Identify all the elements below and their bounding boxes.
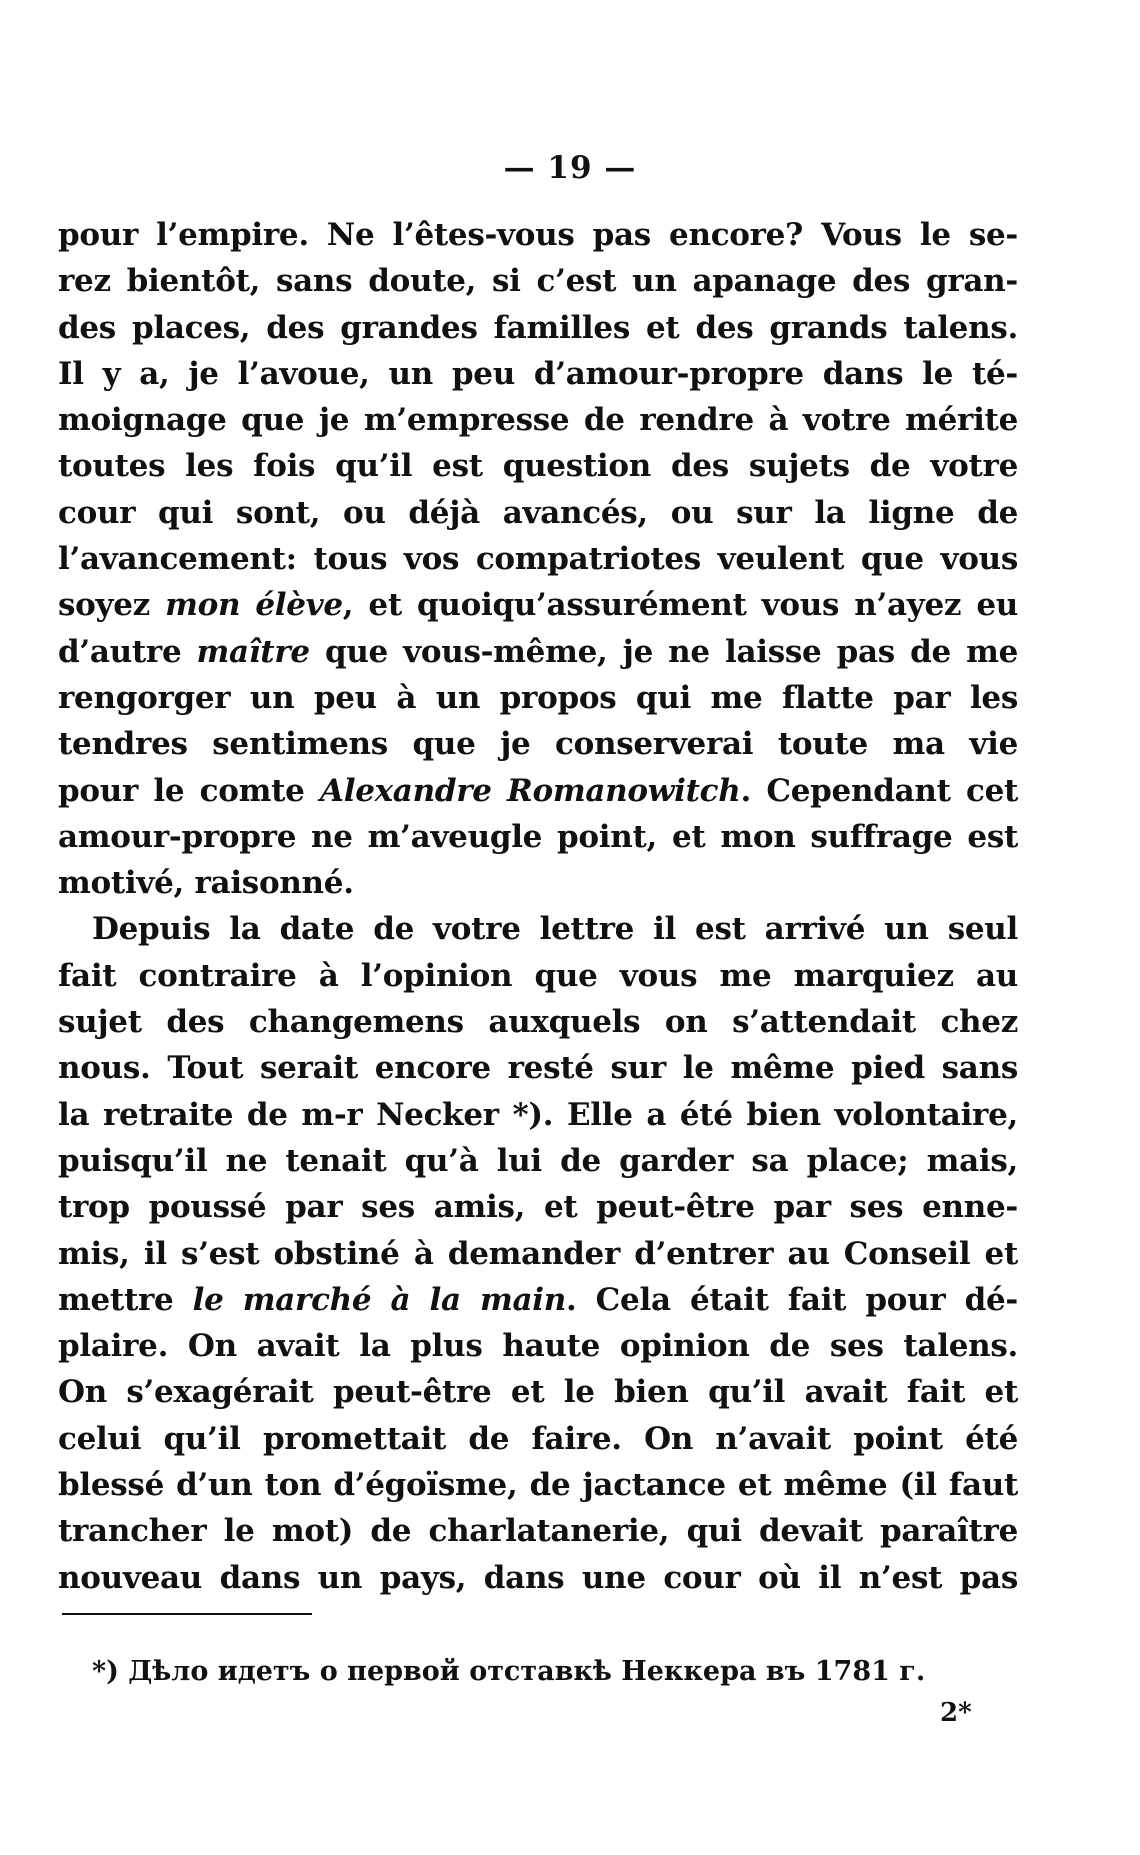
text-line: plaire. On avait la plus haute opinion de ses talens. xyxy=(58,1328,1018,1365)
text-line: nouveau dans un pays, dans une cour où il n’est pas xyxy=(58,1559,1018,1596)
text-line: amour-propre ne m’aveugle point, et mon suffrage est xyxy=(58,818,1018,855)
text-line: rez bientôt, sans doute, si c’est un apanage des gran- xyxy=(58,263,1018,300)
text-segment: , et quoiqu’assurément vous n’ayez eu xyxy=(342,587,1018,624)
text-line xyxy=(58,582,1018,628)
text-line: puisqu’il ne tenait qu’à lui de garder sa place; mais, xyxy=(58,1142,1018,1179)
text-line: Il y a, je l’avoue, un peu d’amour-propre dans le té- xyxy=(58,355,1018,392)
text-line xyxy=(58,629,1018,675)
italic-segment: maître xyxy=(196,633,310,670)
text-segment: pour le comte xyxy=(58,772,320,809)
footnote-rule xyxy=(62,1613,312,1615)
text-segment: que vous-même, je ne laisse pas de me xyxy=(309,633,1018,670)
page-number: — 19 — xyxy=(503,150,637,186)
text-line: des places, des grandes familles et des grands talens. xyxy=(58,309,1018,346)
text-line: rengorger un peu à un propos qui me flatte par les xyxy=(58,679,1018,716)
text-line: blessé d’un ton d’égoïsme, de jactance et même (il faut xyxy=(58,1467,1018,1504)
text-line: fait contraire à l’opinion que vous me marquiez au xyxy=(58,957,1018,994)
signature-mark: 2* xyxy=(940,1698,972,1728)
text-line: pour l’empire. Ne l’êtes-vous pas encore? Vous le se- xyxy=(58,217,1018,253)
text-line: celui qu’il promettait de faire. On n’avait point été xyxy=(58,1420,1018,1457)
text-segment: . Cependant cet xyxy=(740,772,1019,809)
text-line xyxy=(58,1277,1018,1323)
text-line: tendres sentimens que je conserverai toute ma vie xyxy=(58,726,1018,763)
text-segment: . Cela était fait pour dé- xyxy=(565,1281,1018,1318)
text-line: moignage que je m’empresse de rendre à votre mérite xyxy=(58,402,1018,439)
text-line: cour qui sont, ou déjà avancés, ou sur la ligne de xyxy=(58,494,1018,531)
footnote: *) Дѣло идетъ о первой отставкѣ Неккера въ 1781 г. xyxy=(92,1656,926,1687)
text-line: Depuis la date de votre lettre il est arrivé un seul xyxy=(92,911,1018,948)
body-text xyxy=(58,212,1018,1601)
text-segment: mettre xyxy=(58,1281,193,1318)
text-line: l’avancement: tous vos compatriotes veulent que vous xyxy=(58,541,1018,578)
text-line: toutes les fois qu’il est question des sujets de votre xyxy=(58,448,1018,485)
text-segment: d’autre xyxy=(58,633,197,670)
text-line: trancher le mot) de charlatanerie, qui devait paraître xyxy=(58,1513,1018,1550)
italic-segment: le marché à la main xyxy=(192,1281,566,1318)
text-line: trop poussé par ses amis, et peut-être par ses enne- xyxy=(58,1189,1018,1226)
italic-segment: Alexandre Romanowitch xyxy=(319,772,741,809)
text-line: mis, il s’est obstiné à demander d’entrer au Conseil et xyxy=(58,1235,1018,1272)
text-line: motivé, raisonné. xyxy=(58,865,354,902)
text-line: sujet des changemens auxquels on s’attendait chez xyxy=(58,1004,1018,1041)
italic-segment: mon élève xyxy=(165,587,343,624)
text-line: On s’exagérait peut-être et le bien qu’il avait fait et xyxy=(58,1374,1018,1411)
text-segment: soyez xyxy=(58,587,166,624)
text-line xyxy=(58,768,1018,814)
text-line: nous. Tout serait encore resté sur le même pied sans xyxy=(58,1050,1018,1087)
text-line: la retraite de m-r Necker *). Elle a été bien volontaire, xyxy=(58,1096,1018,1133)
